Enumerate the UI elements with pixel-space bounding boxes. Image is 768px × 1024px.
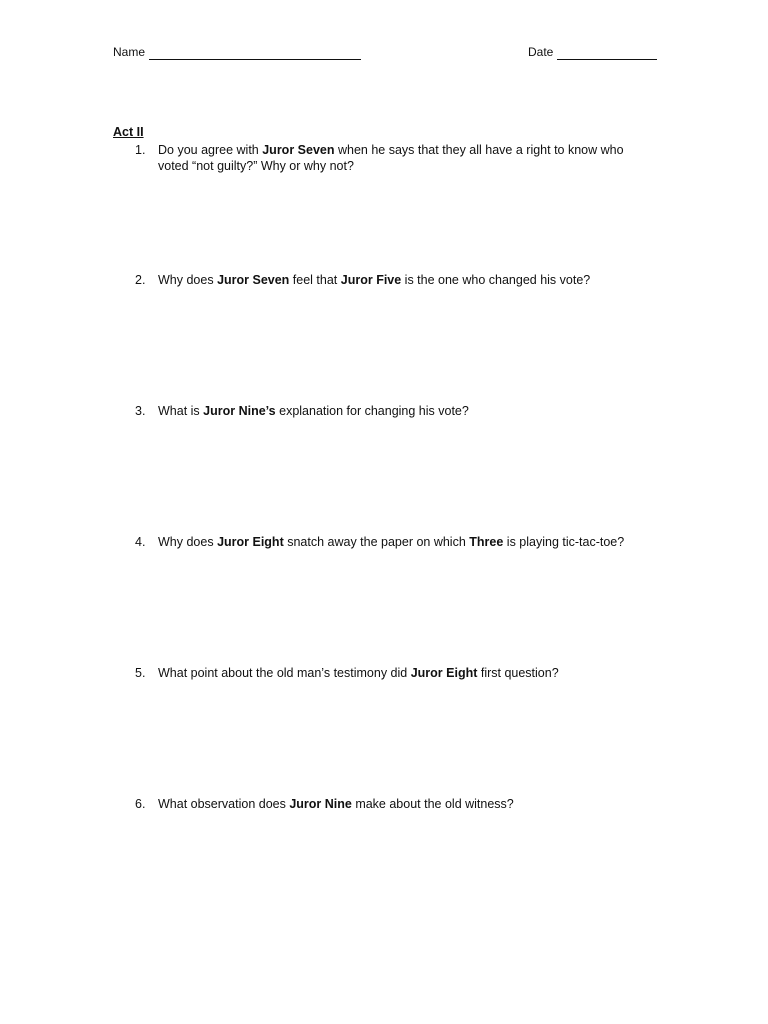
worksheet-header — [113, 45, 658, 63]
juror-reference: Juror Five — [340, 273, 402, 287]
question-item — [113, 142, 653, 174]
question-number: 3. — [135, 404, 146, 418]
question-number: 1. — [135, 143, 146, 157]
name-field-group — [113, 45, 361, 60]
name-blank-line — [149, 46, 361, 60]
question-text: What point about the old man’s testimony did Juror Eight first question? — [158, 666, 559, 680]
juror-reference: Three — [469, 535, 504, 549]
question-text: Do you agree with Juror Seven when he says that they all have a right to know who voted “not guilty?” Why or why not? — [158, 143, 624, 173]
question-text: What is Juror Nine’s explanation for changing his vote? — [158, 404, 469, 418]
question-item — [113, 665, 653, 681]
juror-reference: Juror Nine’s — [203, 404, 276, 418]
date-blank-line — [557, 46, 657, 60]
juror-reference: Juror Eight — [217, 535, 284, 549]
juror-reference: Juror Seven — [217, 273, 290, 287]
question-text: Why does Juror Seven feel that Juror Five is the one who changed his vote? — [158, 273, 591, 287]
question-item — [113, 272, 653, 288]
question-item — [113, 796, 653, 812]
question-number: 5. — [135, 666, 146, 680]
question-number: 6. — [135, 797, 146, 811]
date-label: Date — [528, 45, 554, 59]
juror-reference: Juror Eight — [410, 666, 478, 680]
question-text: Why does Juror Eight snatch away the paper on which Three is playing tic-tac-toe? — [158, 535, 625, 549]
section-title: Act II — [113, 125, 144, 139]
question-number: 2. — [135, 273, 146, 287]
question-text: What observation does Juror Nine make about the old witness? — [158, 797, 514, 811]
date-field-group — [528, 45, 657, 60]
question-number: 4. — [135, 535, 146, 549]
question-item — [113, 534, 653, 550]
name-label: Name — [113, 45, 146, 59]
question-item — [113, 403, 653, 419]
juror-reference: Juror Seven — [262, 143, 335, 157]
juror-reference: Juror Nine — [289, 797, 352, 811]
